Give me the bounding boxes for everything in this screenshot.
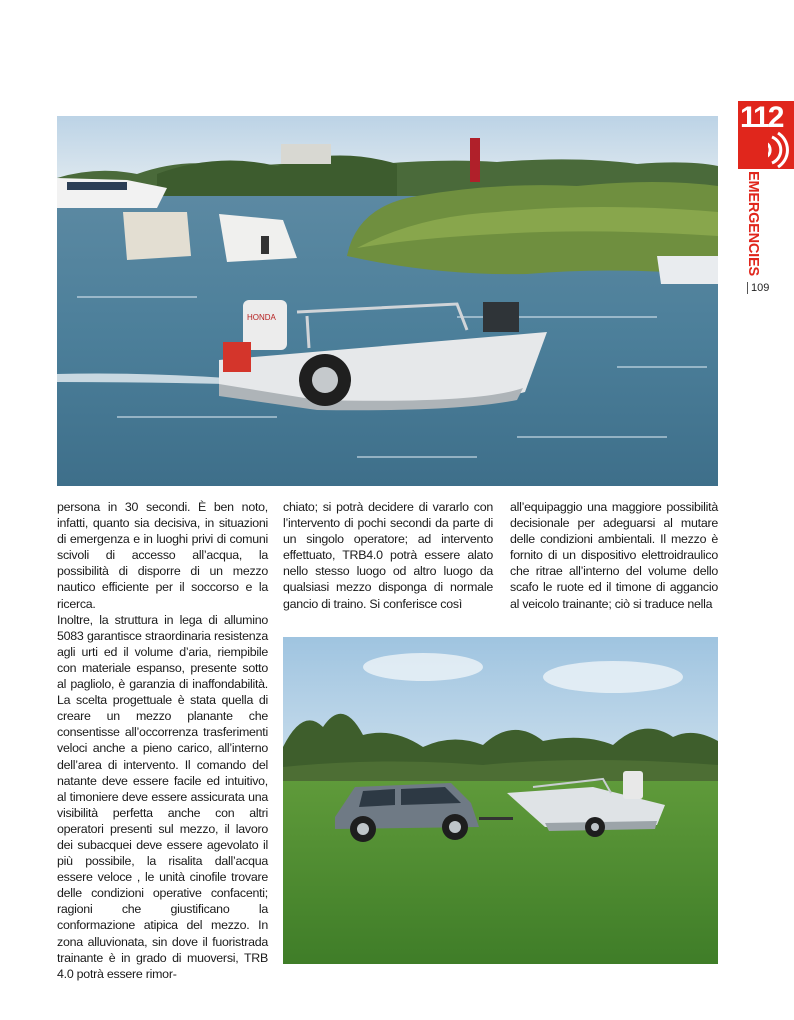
text-column-2 — [283, 499, 493, 612]
paragraph: persona in 30 secondi. È ben noto, infatti, quanto sia decisiva, in situazioni di emergenza e in luoghi privi di comuni scivoli di accesso all’acqua, la possibilità di disporre di un mezzo nautico efficiente per il soccorso e la ricerca. — [57, 500, 268, 611]
page-number: 109 — [747, 282, 769, 294]
paragraph: chiato; si potrà decidere di vararlo con l’intervento di pochi secondi da parte di un singolo operatore; ad intervento effettuato, TRB4.0 potrà essere alato nello stesso luogo od altro luogo da qualsiasi mezzo disponga di normale gancio di traino. Si conferisce così — [283, 500, 493, 611]
outboard-brand-text: HONDA — [247, 313, 276, 322]
brand-number: 112 — [740, 101, 783, 134]
text-column-1 — [57, 499, 268, 982]
magazine-brand — [738, 101, 794, 301]
paragraph: all’equipaggio una maggiore possibilità decisionale per adeguarsi al mutare delle condizioni ambientali. Il mezzo è fornito di un dispositivo elettroidraulico che ritrae all’interno del volume dello scafo le ruote ed il timone di aggancio al veicolo trainante; ciò si traduce nella — [510, 500, 718, 611]
paragraph: Inoltre, la struttura in lega di allumino 5083 garantisce straordinaria resistenza agli urti ed il volume d’aria, riempibile con materiale espanso, presente sotto al pagliolo, è garanzia di inaffondabilità. La scelta progettuale è stata quella di creare un mezzo planante che consentisse all’occorrenza trasferimenti veloci anche a pieno carico, all’interno dell’area di intervento. Il comando del natante deve essere facile ed intuitivo, al timoniere deve essere assicurata una visibilità perfetta anche con altri operatori presenti sul mezzo, il lavoro dei subacquei deve essere agevolato il più possibile, la risalita dall’acqua essere veloce , le unità cinofile trovare delle condizioni operative confacenti; ragioni che giustificano la conformazione atipica del mezzo. In zona alluvionata, sin dove il fuoristrada trainante è in grado di muoversi, TRB 4.0 potrà essere rimor- — [57, 612, 268, 981]
text-column-3 — [510, 499, 718, 612]
signal-wave-icon — [768, 131, 794, 169]
photo-suv-towing-boat — [283, 637, 718, 964]
brand-logo-box — [738, 101, 794, 169]
photo-boat-in-water — [57, 116, 718, 486]
brand-vertical-text: EMERGENCIES — [745, 171, 761, 276]
